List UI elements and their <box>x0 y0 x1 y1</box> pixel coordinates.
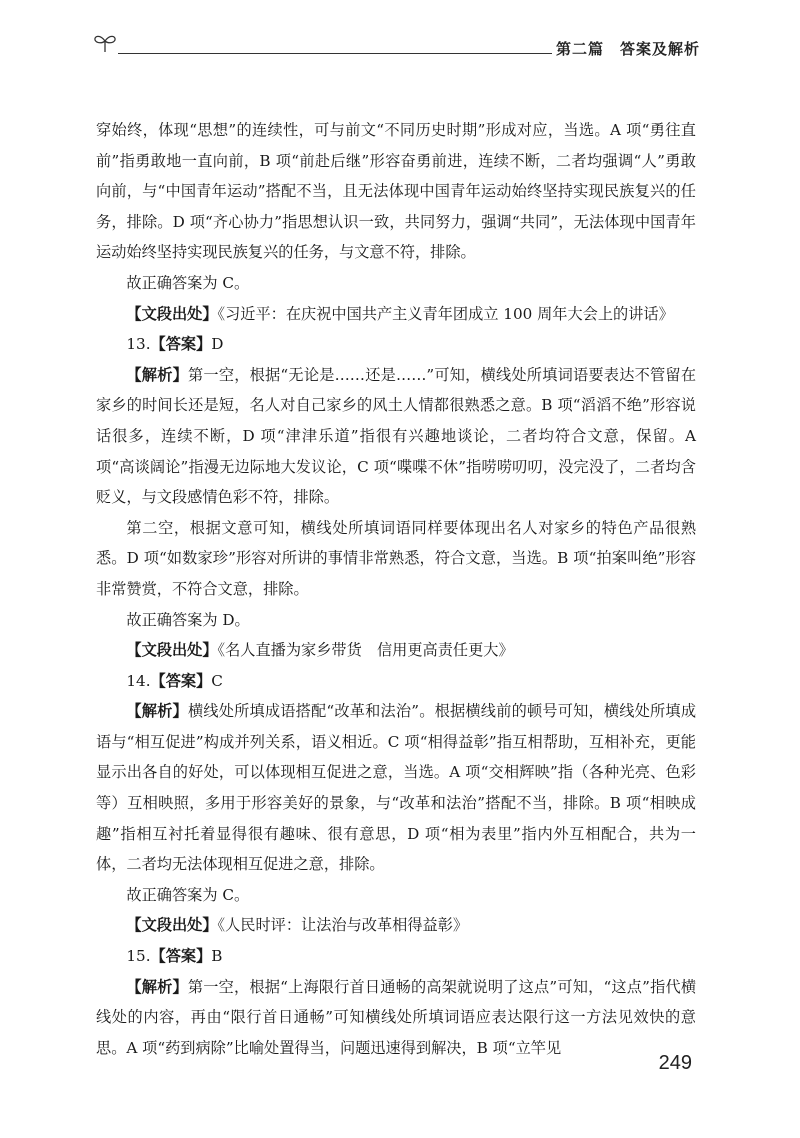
paragraph <box>96 941 696 972</box>
section-label: 【解析】 <box>126 365 189 384</box>
paragraph-text: 穿始终，体现“思想”的连续性，可与前文“不同历史时期”形成对应，当选。A 项“勇往直前”指勇敢地一直向前，B 项“前赴后继”形容奋勇前进，连续不断，二者均强调“人”勇敢向前，与“中国青年运动”搭配不当，且无法体现中国青年运动始终坚持实现民族复兴的任务，排除。D 项“齐心协力”指思想认识一致，共同努力，强调“共同”，无法体现中国青年运动始终坚持实现民族复兴的任务，与文意不符，排除。 <box>96 121 696 262</box>
paragraph-text: 第二空，根据文意可知，横线处所填词语同样要体现出名人对家乡的特色产品很熟悉。D 项“如数家珍”形容对所讲的事情非常熟悉，符合文意，当选。B 项“拍案叫绝”形容非常赞赏，不符合文意，排除。 <box>96 518 696 598</box>
paragraph-text: 故正确答案为 C。 <box>126 273 250 292</box>
paragraph-text: 故正确答案为 C。 <box>126 885 250 904</box>
paragraph <box>96 299 696 330</box>
paragraph-text: 《名人直播为家乡带货 信用更高责任更大》 <box>217 641 514 660</box>
section-label: 【答案】 <box>150 335 212 354</box>
section-label: 【答案】 <box>150 671 212 690</box>
header-rule <box>118 53 552 54</box>
paragraph-text: 《习近平：在庆祝中国共产主义青年团成立 100 周年大会上的讲话》 <box>217 304 674 323</box>
paragraph <box>96 696 696 880</box>
paragraph <box>96 880 696 911</box>
paragraph <box>96 910 696 941</box>
paragraph <box>96 268 696 299</box>
question-number: 13. <box>126 335 151 354</box>
sprout-icon <box>92 28 118 54</box>
section-label: 【答案】 <box>150 947 212 966</box>
paragraph <box>96 513 696 605</box>
page-number: 249 <box>658 1052 692 1074</box>
paragraph-text: 故正确答案为 D。 <box>126 610 250 629</box>
paragraph <box>96 635 696 666</box>
section-label: 【文段出处】 <box>126 304 218 323</box>
section-label: 【文段出处】 <box>126 641 218 660</box>
paragraph-text: 第一空，根据“无论是……还是……”可知，横线处所填词语要表达不管留在家乡的时间长还是短，名人对自己家乡的风土人情都很熟悉之意。B 项“滔滔不绝”形容说话很多，连续不断，D 项“津津乐道”指很有兴趣地谈论，二者均符合文意，保留。A 项“高谈阔论”指漫无边际地大发议论，C 项“喋喋不休”指唠唠叨叨，没完没了，二者均含贬义，与文段感情色彩不符，排除。 <box>96 365 697 507</box>
question-number: 15. <box>126 947 151 966</box>
section-label: 【解析】 <box>126 702 188 721</box>
paragraph <box>96 115 696 268</box>
paragraph <box>96 360 696 513</box>
section-label: 【文段出处】 <box>126 916 218 935</box>
paragraph-text: 第一空，根据“上海限行首日通畅的高架就说明了这点”可知，“这点”指代横线处的内容，再由“限行首日通畅”可知横线处所填词语应表达限行这一方法见效快的意思。A 项“药到病除”比喻处置得当，问题迅速得到解决，B 项“立竿见 <box>96 977 697 1057</box>
paragraph-text: C <box>211 671 223 690</box>
paragraph <box>96 666 696 697</box>
paragraph <box>96 329 696 360</box>
paragraph <box>96 972 696 1064</box>
paragraph <box>96 605 696 636</box>
question-number: 14. <box>126 671 151 690</box>
page-body <box>96 115 696 1063</box>
paragraph-text: 横线处所填成语搭配“改革和法治”。根据横线前的顿号可知，横线处所填成语与“相互促进”构成并列关系，语义相近。C 项“相得益彰”指互相帮助，互相补充，更能显示出各自的好处，可以体现相互促进之意，当选。A 项“交相辉映”指（各种光亮、色彩等）互相映照，多用于形容美好的景象，与“改革和法治”搭配不当，排除。B 项“相映成趣”指相互衬托着显得很有趣味、很有意思，D 项“相为表里”指内外互相配合，共为一体，二者均无法体现相互促进之意，排除。 <box>96 702 697 874</box>
paragraph-text: 《人民时评：让法治与改革相得益彰》 <box>217 916 469 935</box>
paragraph-text: B <box>211 947 223 966</box>
section-label: 【解析】 <box>126 977 188 996</box>
section-title: 第二篇 答案及解析 <box>555 40 700 58</box>
running-header <box>92 22 700 62</box>
paragraph-text: D <box>211 335 224 354</box>
